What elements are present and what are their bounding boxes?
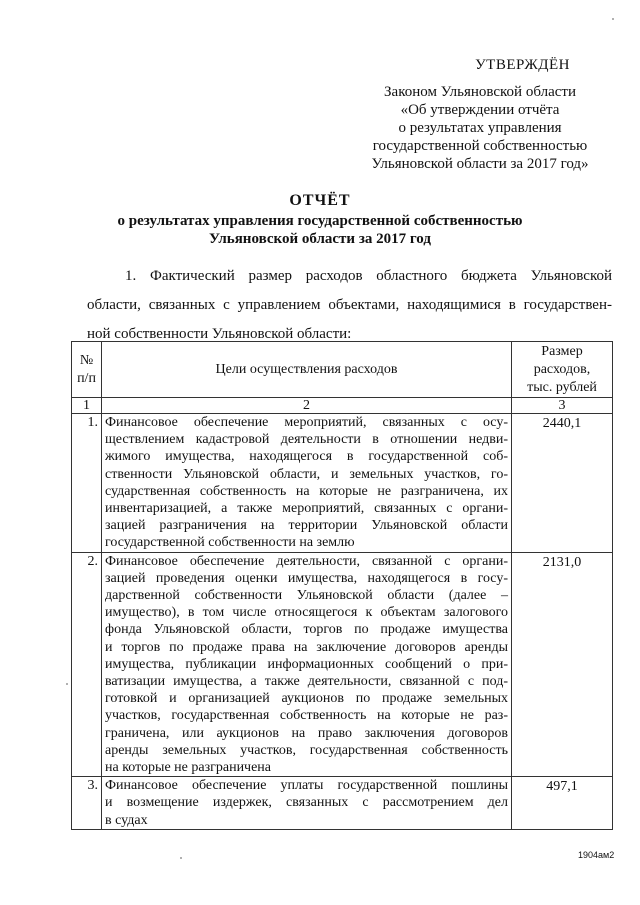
row-amount: 2440,1	[512, 414, 613, 553]
scan-speck	[612, 18, 614, 20]
row-line: и возмещение издержек, связанных с рассмотрением дел	[105, 795, 508, 811]
approval-title: УТВЕРЖДЁН	[475, 57, 570, 73]
row-line: имущество), в том числе относящегося к объектам залогового	[105, 605, 508, 621]
row-line: граничена, или аукционов на право заключения договоров	[105, 725, 508, 741]
row-description	[102, 552, 512, 777]
header-amount-line: тыс. рублей	[527, 379, 597, 395]
scan-speck	[180, 857, 182, 859]
intro-line: ной собственности Ульяновской области:	[87, 326, 352, 342]
row-line: и торгов по продаже права на заключение договоров аренды	[105, 639, 508, 655]
table-row	[72, 414, 613, 553]
approval-line: Законом Ульяновской области	[384, 84, 576, 100]
row-amount: 2131,0	[512, 552, 613, 777]
index-cell: 1	[72, 398, 102, 414]
row-number: 3.	[72, 777, 102, 830]
row-line: на которые не разграничена	[105, 760, 272, 776]
row-line: участков, государственная собственность на которые не раз-	[105, 708, 508, 724]
report-title: ОТЧЁТ	[289, 192, 351, 209]
header-number-line: п/п	[77, 370, 96, 386]
row-description	[102, 414, 512, 553]
row-line: жимого имущества, находящегося в государственной соб-	[105, 449, 508, 465]
header-amount-line: расходов,	[533, 361, 591, 377]
row-number: 2.	[72, 552, 102, 777]
report-subtitle	[0, 212, 640, 248]
intro-paragraph	[87, 262, 612, 349]
row-line: в судах	[105, 812, 148, 828]
row-line: ватизации имущества, а также деятельности, связанной с под-	[105, 674, 508, 690]
header-number	[72, 342, 102, 398]
report-subtitle-line: о результатах управления государственной собственностью	[117, 213, 523, 229]
index-cell: 2	[102, 398, 512, 414]
row-line: зацией разграничения на территории Ульяновской области	[105, 518, 508, 534]
row-number: 1.	[72, 414, 102, 553]
row-line: ществлением кадастровой деятельности в отношении недви-	[105, 432, 508, 448]
row-line: готовкой и организацией аукционов по продаже земельных	[105, 691, 508, 707]
header-number-line: №	[79, 352, 94, 368]
row-line: ственности Ульяновской области, и земельных участков, го-	[105, 466, 508, 482]
intro-line: области, связанных с управлением объектами, находящимися в государствен-	[87, 297, 612, 313]
approval-line: «Об утверждении отчёта	[400, 102, 560, 118]
report-subtitle-line: Ульяновской области за 2017 год	[209, 231, 431, 247]
header-amount-line: Размер	[541, 343, 583, 359]
index-cell: 3	[512, 398, 613, 414]
row-line: дарственной собственности Ульяновской области (далее –	[105, 588, 508, 604]
header-amount	[512, 342, 613, 398]
table-row	[72, 777, 613, 830]
header-purpose: Цели осуществления расходов	[102, 342, 512, 398]
row-line: Финансовое обеспечение деятельности, связанной с органи-	[105, 553, 508, 569]
row-line: инвентаризацией, а также мероприятий, связанных с органи-	[105, 501, 508, 517]
row-amount: 497,1	[512, 777, 613, 830]
approval-lines	[360, 84, 600, 174]
row-line: имущества, публикации информационных сообщений о при-	[105, 656, 508, 672]
footer-document-code: 1904ам2	[578, 850, 615, 860]
expenses-table	[71, 341, 613, 830]
scan-speck	[66, 683, 68, 685]
row-line: Финансовое обеспечение мероприятий, связанных с осу-	[105, 415, 508, 430]
row-line: зацией проведения оценки имущества, находящегося в госу-	[105, 570, 508, 586]
row-line: Финансовое обеспечение уплаты государственной пошлины	[105, 778, 508, 794]
table-index-row	[72, 398, 613, 414]
approval-line: Ульяновской области за 2017 год»	[371, 156, 589, 172]
intro-line: 1. Фактический размер расходов областного бюджета Ульяновской	[125, 268, 612, 284]
row-line: фонда Ульяновской области, торгов по продаже имущества	[105, 622, 508, 638]
row-line: аренды земельных участков, государственная собственность	[105, 742, 508, 758]
approval-line: государственной собственностью	[372, 138, 588, 154]
row-line: сударственная собственность на которые не разграничена, их	[105, 483, 508, 499]
approval-line: о результатах управления	[398, 120, 562, 136]
table-header-row	[72, 342, 613, 398]
table-row	[72, 552, 613, 777]
row-description	[102, 777, 512, 830]
row-line: государственной собственности на землю	[105, 535, 355, 551]
